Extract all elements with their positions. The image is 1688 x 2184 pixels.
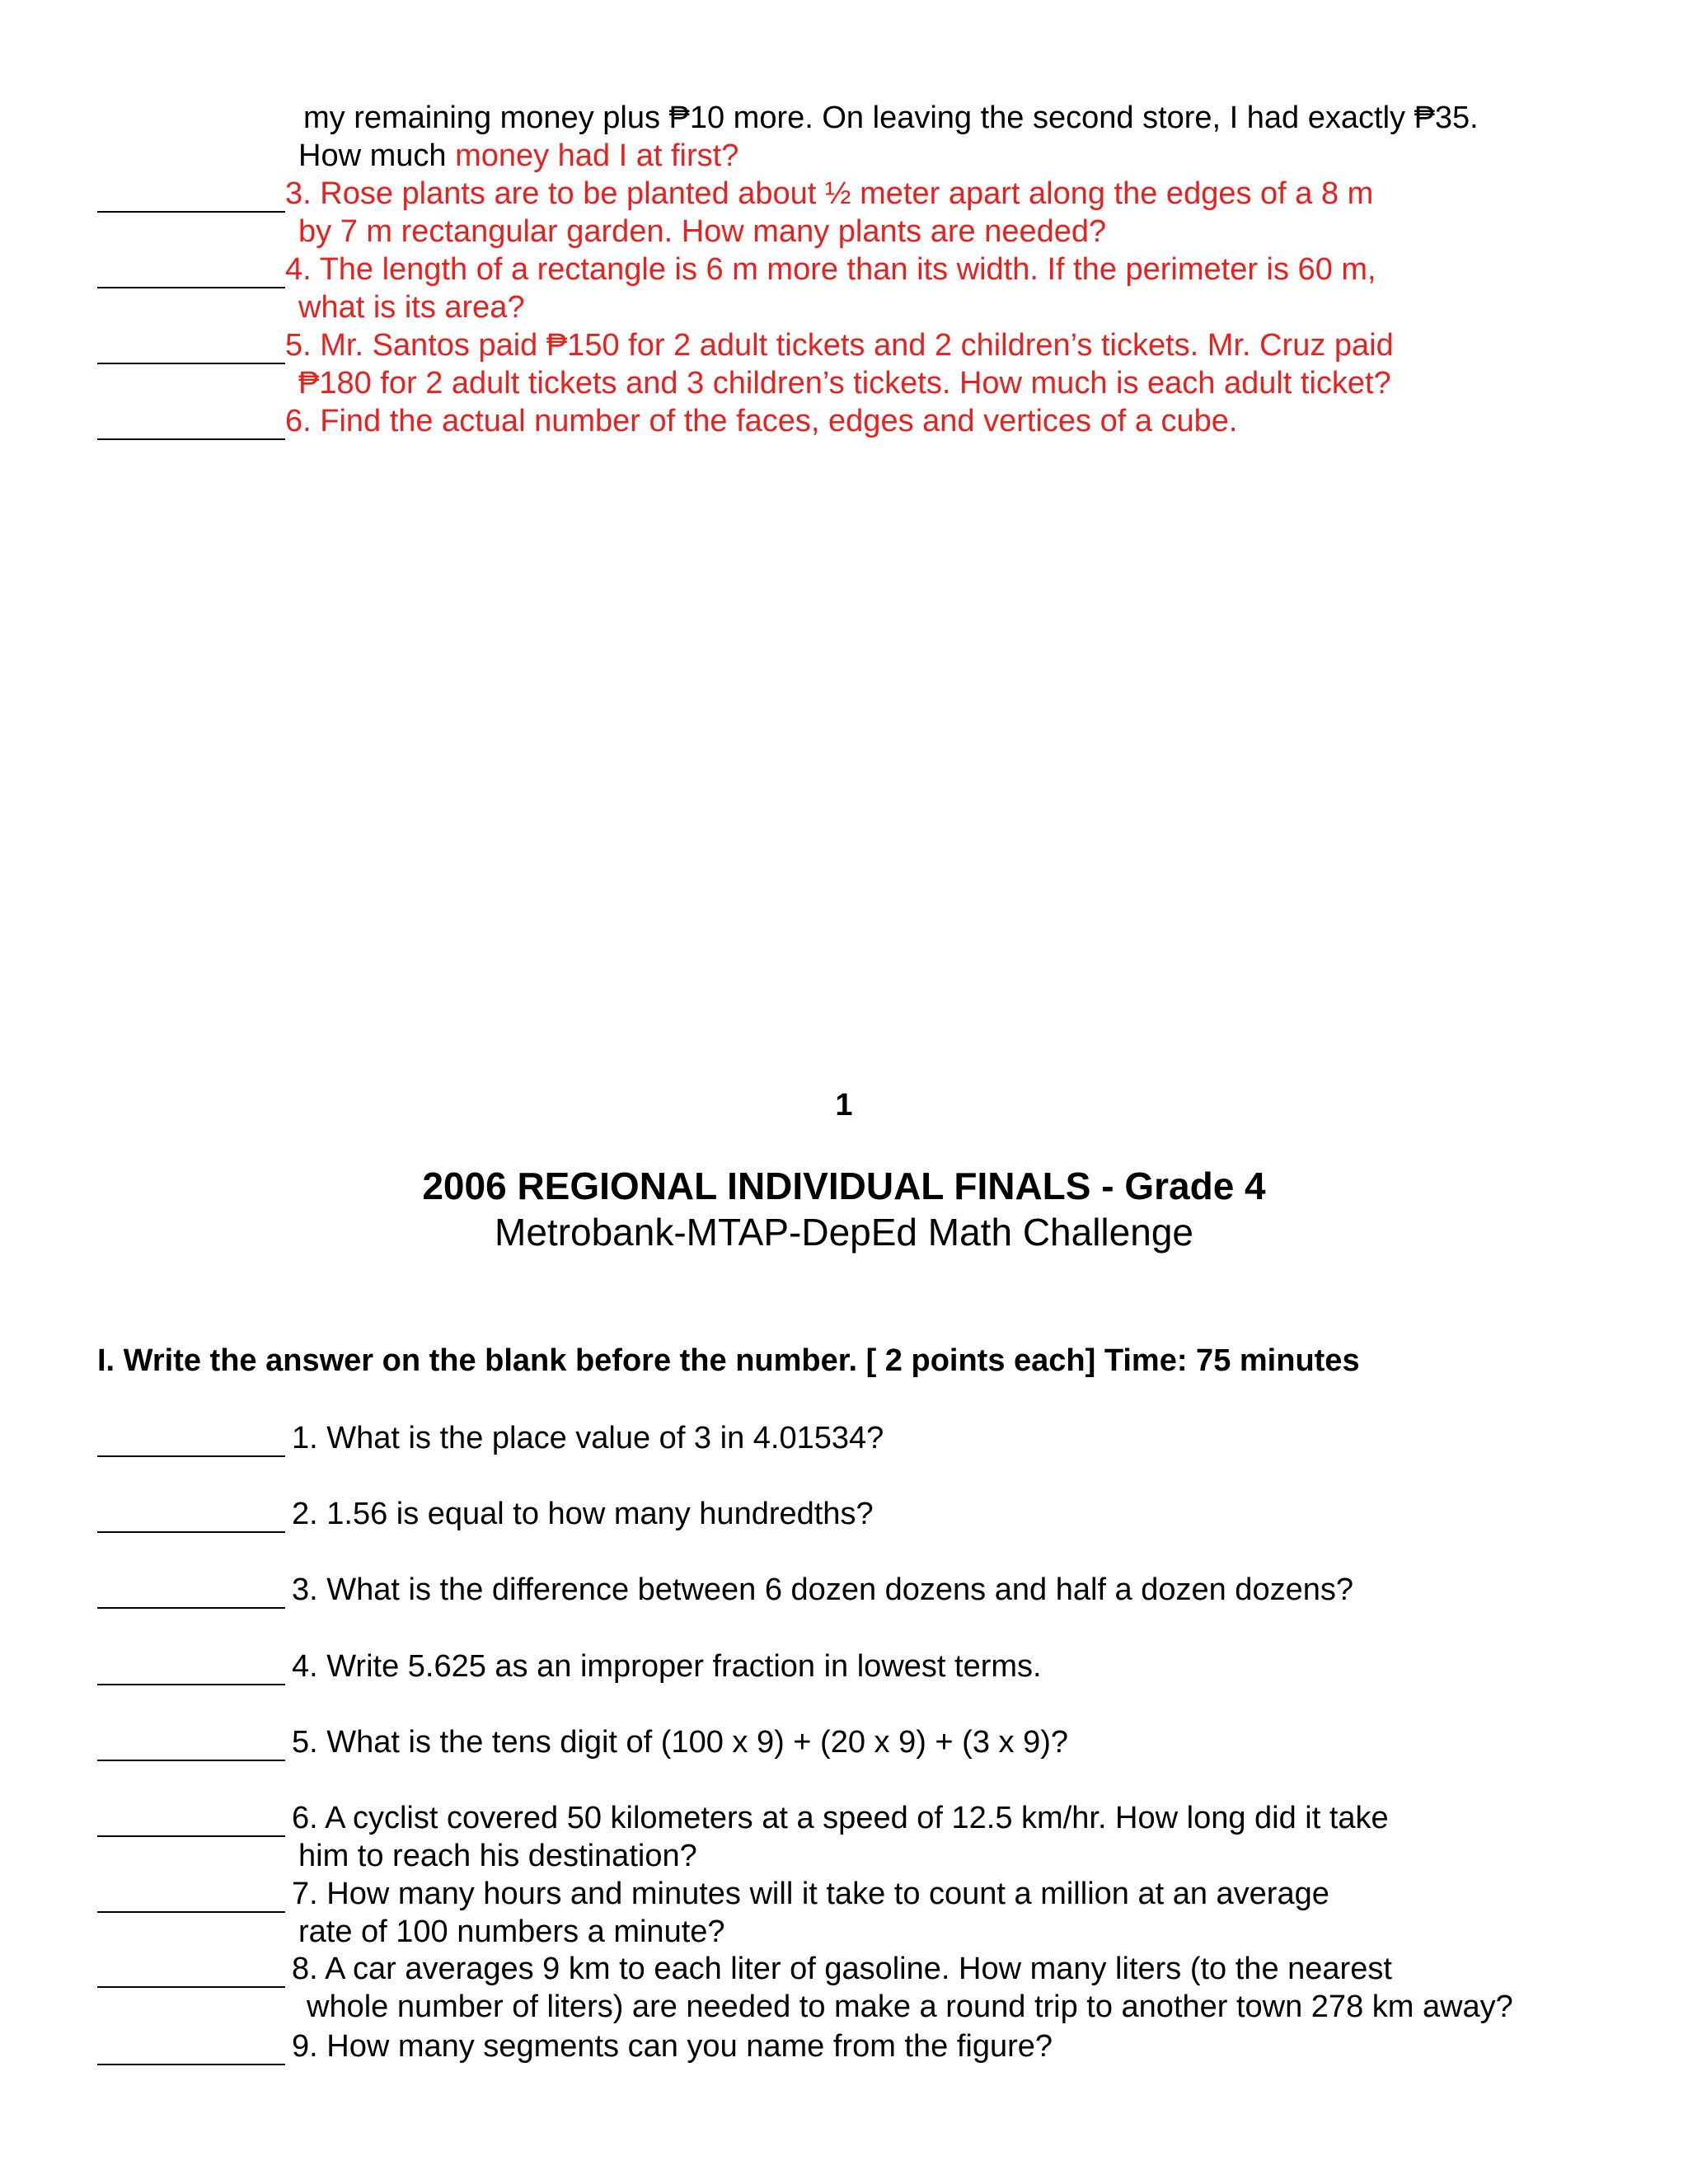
answer-blank-top-4[interactable] bbox=[97, 287, 285, 288]
answer-blank-1[interactable] bbox=[97, 1455, 285, 1457]
question-6-line-1: 6. A cyclist covered 50 kilometers at a speed of 12.5 km/hr. How long did it take bbox=[292, 1801, 1389, 1835]
top-question-3-line-2: by 7 m rectangular garden. How many plants are needed? bbox=[298, 214, 1107, 249]
section-instructions: I. Write the answer on the blank before the number. [ 2 points each] Time: 75 minutes bbox=[97, 1343, 1360, 1378]
top-question-4-line-1: 4. The length of a rectangle is 6 m more than its width. If the perimeter is 60 m, bbox=[285, 252, 1376, 287]
question-7-line-1: 7. How many hours and minutes will it take to count a million at an average bbox=[292, 1877, 1329, 1911]
question-3: 3. What is the difference between 6 dozen dozens and half a dozen dozens? bbox=[292, 1572, 1353, 1607]
answer-blank-2[interactable] bbox=[97, 1531, 285, 1533]
answer-blank-top-5[interactable] bbox=[97, 363, 285, 364]
answer-blank-9[interactable] bbox=[97, 2064, 285, 2065]
page-title: 2006 REGIONAL INDIVIDUAL FINALS - Grade 4 bbox=[422, 1165, 1266, 1207]
question-2-continuation-line-2 bbox=[298, 137, 738, 175]
question-9: 9. How many segments can you name from the figure? bbox=[292, 2029, 1053, 2064]
answer-blank-top-6[interactable] bbox=[97, 438, 285, 440]
question-2-continuation-red-text: money had I at first? bbox=[455, 138, 739, 173]
top-question-3-line-1: 3. Rose plants are to be planted about ½ meter apart along the edges of a 8 m bbox=[285, 176, 1374, 211]
top-question-4-line-2: what is its area? bbox=[298, 290, 525, 325]
question-8-line-2: whole number of liters) are needed to make a round trip to another town 278 km away? bbox=[307, 1990, 1513, 2024]
page-subtitle: Metrobank-MTAP-DepEd Math Challenge bbox=[495, 1211, 1193, 1254]
question-7-line-2: rate of 100 numbers a minute? bbox=[298, 1915, 725, 1949]
question-2: 2. 1.56 is equal to how many hundredths? bbox=[292, 1497, 874, 1531]
top-question-5-line-1: 5. Mr. Santos paid ₱150 for 2 adult tickets and 2 children’s tickets. Mr. Cruz paid bbox=[285, 328, 1394, 363]
top-question-6-line-1: 6. Find the actual number of the faces, edges and vertices of a cube. bbox=[285, 404, 1238, 438]
question-2-continuation-black-text: How much bbox=[298, 138, 447, 173]
question-5: 5. What is the tens digit of (100 x 9) + (20 x 9) + (3 x 9)? bbox=[292, 1725, 1069, 1760]
answer-blank-5[interactable] bbox=[97, 1760, 285, 1761]
question-1: 1. What is the place value of 3 in 4.01534? bbox=[292, 1421, 884, 1455]
answer-blank-top-3[interactable] bbox=[97, 211, 285, 213]
question-2-continuation-line-1: my remaining money plus ₱10 more. On leaving the second store, I had exactly ₱35. bbox=[303, 101, 1479, 135]
answer-blank-6[interactable] bbox=[97, 1835, 285, 1837]
question-8-line-1: 8. A car averages 9 km to each liter of gasoline. How many liters (to the nearest bbox=[292, 1952, 1392, 1986]
top-question-5-line-2: ₱180 for 2 adult tickets and 3 children’s tickets. How much is each adult ticket? bbox=[298, 366, 1391, 401]
answer-blank-3[interactable] bbox=[97, 1607, 285, 1609]
question-4: 4. Write 5.625 as an improper fraction in lowest terms. bbox=[292, 1649, 1042, 1684]
question-6-line-2: him to reach his destination? bbox=[298, 1839, 697, 1873]
answer-blank-7[interactable] bbox=[97, 1911, 285, 1913]
answer-blank-8[interactable] bbox=[97, 1986, 285, 1988]
page-number: 1 bbox=[835, 1088, 853, 1122]
answer-blank-4[interactable] bbox=[97, 1684, 285, 1685]
